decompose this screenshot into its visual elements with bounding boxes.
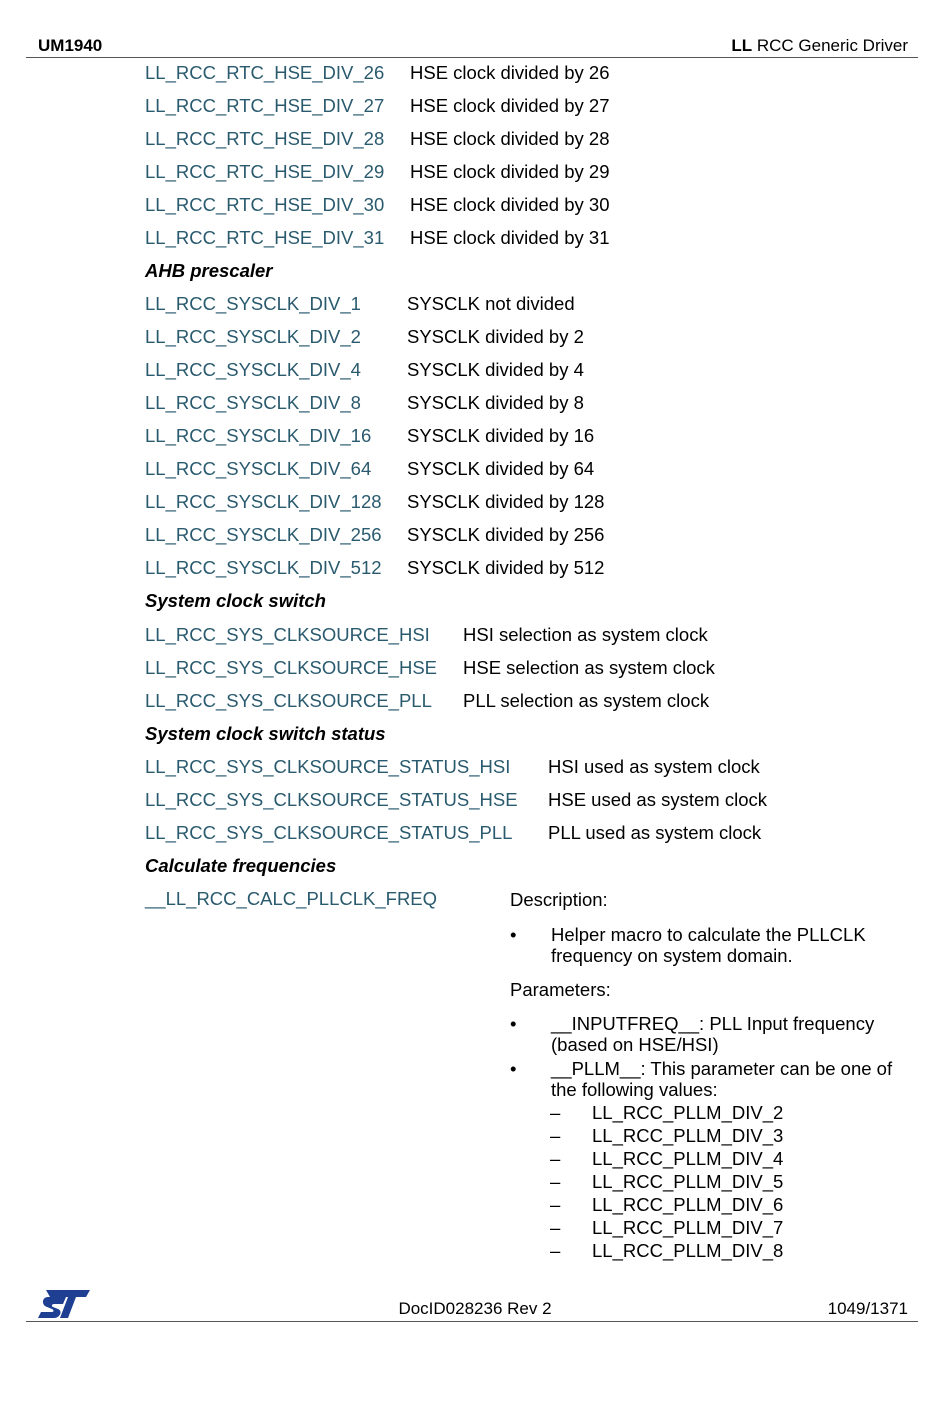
dash-icon: – bbox=[550, 1148, 561, 1169]
macro-link[interactable]: LL_RCC_RTC_HSE_DIV_29 bbox=[145, 161, 385, 182]
macro-link[interactable]: LL_RCC_SYSCLK_DIV_1 bbox=[145, 293, 361, 314]
footer-rule bbox=[26, 1321, 918, 1322]
dash-icon: – bbox=[550, 1240, 561, 1261]
macro-description: HSE clock divided by 26 bbox=[410, 62, 610, 83]
list-item bbox=[145, 822, 762, 844]
macro-description: HSE clock divided by 27 bbox=[410, 95, 610, 116]
list-item bbox=[145, 392, 584, 414]
footer-page-number: 1049/1371 bbox=[827, 1299, 908, 1318]
macro-link[interactable]: LL_RCC_SYS_CLKSOURCE_STATUS_HSI bbox=[145, 756, 511, 777]
macro-link[interactable]: LL_RCC_SYSCLK_DIV_512 bbox=[145, 557, 382, 578]
dash-icon: – bbox=[550, 1125, 561, 1146]
macro-link[interactable]: LL_RCC_SYSCLK_DIV_4 bbox=[145, 359, 361, 380]
macro-link[interactable]: __LL_RCC_CALC_PLLCLK_FREQ bbox=[145, 888, 438, 909]
section-heading-sysclk-status: System clock switch status bbox=[145, 723, 386, 744]
macro-link[interactable]: LL_RCC_SYSCLK_DIV_64 bbox=[145, 458, 372, 479]
section-heading-sysclk-switch: System clock switch bbox=[145, 590, 326, 611]
list-item bbox=[145, 293, 575, 315]
macro-description: HSE clock divided by 31 bbox=[410, 227, 610, 248]
list-item bbox=[145, 789, 767, 811]
macro-description: HSE clock divided by 30 bbox=[410, 194, 610, 215]
macro-link[interactable]: LL_RCC_RTC_HSE_DIV_26 bbox=[145, 62, 385, 83]
list-item bbox=[145, 557, 605, 579]
macro-description: PLL used as system clock bbox=[548, 822, 762, 843]
value-text: LL_RCC_PLLM_DIV_6 bbox=[592, 1194, 784, 1215]
dash-icon: – bbox=[550, 1102, 561, 1123]
description-text bbox=[551, 924, 911, 966]
macro-description: SYSCLK not divided bbox=[407, 293, 575, 314]
value-text: LL_RCC_PLLM_DIV_8 bbox=[592, 1240, 784, 1261]
list-item bbox=[145, 227, 610, 249]
header-title bbox=[731, 36, 908, 56]
section-heading-calc: Calculate frequencies bbox=[145, 855, 337, 876]
bullet-icon: • bbox=[510, 1058, 517, 1079]
parameter-line: the following values: bbox=[551, 1079, 718, 1100]
parameter-text bbox=[551, 1013, 911, 1055]
parameter-line: __INPUTFREQ__: PLL Input frequency bbox=[551, 1013, 875, 1034]
macro-description: SYSCLK divided by 64 bbox=[407, 458, 595, 479]
macro-link[interactable]: LL_RCC_SYSCLK_DIV_8 bbox=[145, 392, 361, 413]
list-item bbox=[145, 524, 605, 546]
list-item bbox=[145, 194, 610, 216]
macro-description: HSE selection as system clock bbox=[463, 657, 715, 678]
macro-description: SYSCLK divided by 4 bbox=[407, 359, 584, 380]
bullet-icon: • bbox=[510, 1013, 517, 1034]
list-item bbox=[145, 657, 715, 679]
list-item bbox=[145, 690, 710, 712]
description-heading: Description: bbox=[510, 889, 608, 910]
macro-description: SYSCLK divided by 128 bbox=[407, 491, 605, 512]
macro-description: HSE clock divided by 28 bbox=[410, 128, 610, 149]
dash-icon: – bbox=[550, 1171, 561, 1192]
macro-link[interactable]: LL_RCC_RTC_HSE_DIV_30 bbox=[145, 194, 385, 215]
macro-link[interactable]: LL_RCC_SYSCLK_DIV_256 bbox=[145, 524, 382, 545]
list-item bbox=[145, 491, 605, 513]
footer-doc-ref: DocID028236 Rev 2 bbox=[398, 1299, 552, 1318]
macro-link[interactable]: LL_RCC_SYS_CLKSOURCE_HSI bbox=[145, 624, 430, 645]
list-item bbox=[145, 95, 610, 117]
macro-link[interactable]: LL_RCC_SYS_CLKSOURCE_HSE bbox=[145, 657, 438, 678]
description-line: frequency on system domain. bbox=[551, 945, 793, 966]
macro-link[interactable]: LL_RCC_SYSCLK_DIV_128 bbox=[145, 491, 382, 512]
value-text: LL_RCC_PLLM_DIV_4 bbox=[592, 1148, 784, 1169]
macro-description: SYSCLK divided by 8 bbox=[407, 392, 584, 413]
macro-link[interactable]: LL_RCC_SYS_CLKSOURCE_STATUS_HSE bbox=[145, 789, 518, 810]
macro-description: SYSCLK divided by 256 bbox=[407, 524, 605, 545]
macro-description: HSI used as system clock bbox=[548, 756, 760, 777]
page-header bbox=[38, 36, 908, 58]
list-item bbox=[145, 756, 760, 778]
parameter-line: __PLLM__: This parameter can be one of bbox=[551, 1058, 893, 1079]
macro-description: SYSCLK divided by 16 bbox=[407, 425, 595, 446]
value-text: LL_RCC_PLLM_DIV_5 bbox=[592, 1171, 784, 1192]
macro-link[interactable]: LL_RCC_SYS_CLKSOURCE_PLL bbox=[145, 690, 432, 711]
macro-description: HSE used as system clock bbox=[548, 789, 767, 810]
dash-icon: – bbox=[550, 1217, 561, 1238]
description-line: Helper macro to calculate the PLLCLK bbox=[551, 924, 866, 945]
list-item bbox=[145, 128, 610, 150]
header-title-bold: LL bbox=[731, 36, 753, 55]
macro-description: SYSCLK divided by 2 bbox=[407, 326, 584, 347]
header-rule bbox=[26, 57, 918, 58]
macro-description: HSI selection as system clock bbox=[463, 624, 708, 645]
parameter-text bbox=[551, 1058, 911, 1100]
parameters-heading: Parameters: bbox=[510, 979, 611, 1000]
parameter-line: (based on HSE/HSI) bbox=[551, 1034, 719, 1055]
macro-description: PLL selection as system clock bbox=[463, 690, 710, 711]
value-text: LL_RCC_PLLM_DIV_2 bbox=[592, 1102, 784, 1123]
macro-description: HSE clock divided by 29 bbox=[410, 161, 610, 182]
header-title-rest: RCC Generic Driver bbox=[752, 36, 908, 55]
section-heading-ahb: AHB prescaler bbox=[145, 260, 273, 281]
value-text: LL_RCC_PLLM_DIV_7 bbox=[592, 1217, 784, 1238]
macro-link[interactable]: LL_RCC_RTC_HSE_DIV_27 bbox=[145, 95, 385, 116]
dash-icon: – bbox=[550, 1194, 561, 1215]
list-item bbox=[145, 458, 595, 480]
macro-description: SYSCLK divided by 512 bbox=[407, 557, 605, 578]
list-item bbox=[145, 624, 708, 646]
doc-id: UM1940 bbox=[38, 36, 103, 55]
list-item bbox=[145, 62, 610, 84]
list-item bbox=[145, 359, 584, 381]
macro-link[interactable]: LL_RCC_RTC_HSE_DIV_31 bbox=[145, 227, 385, 248]
list-item bbox=[145, 161, 610, 183]
macro-link[interactable]: LL_RCC_SYS_CLKSOURCE_STATUS_PLL bbox=[145, 822, 513, 843]
macro-link[interactable]: LL_RCC_RTC_HSE_DIV_28 bbox=[145, 128, 385, 149]
list-item bbox=[145, 425, 595, 447]
list-item bbox=[145, 326, 584, 348]
list-item bbox=[145, 888, 437, 910]
value-text: LL_RCC_PLLM_DIV_3 bbox=[592, 1125, 784, 1146]
macro-link[interactable]: LL_RCC_SYSCLK_DIV_16 bbox=[145, 425, 372, 446]
bullet-icon: • bbox=[510, 924, 517, 945]
macro-link[interactable]: LL_RCC_SYSCLK_DIV_2 bbox=[145, 326, 361, 347]
